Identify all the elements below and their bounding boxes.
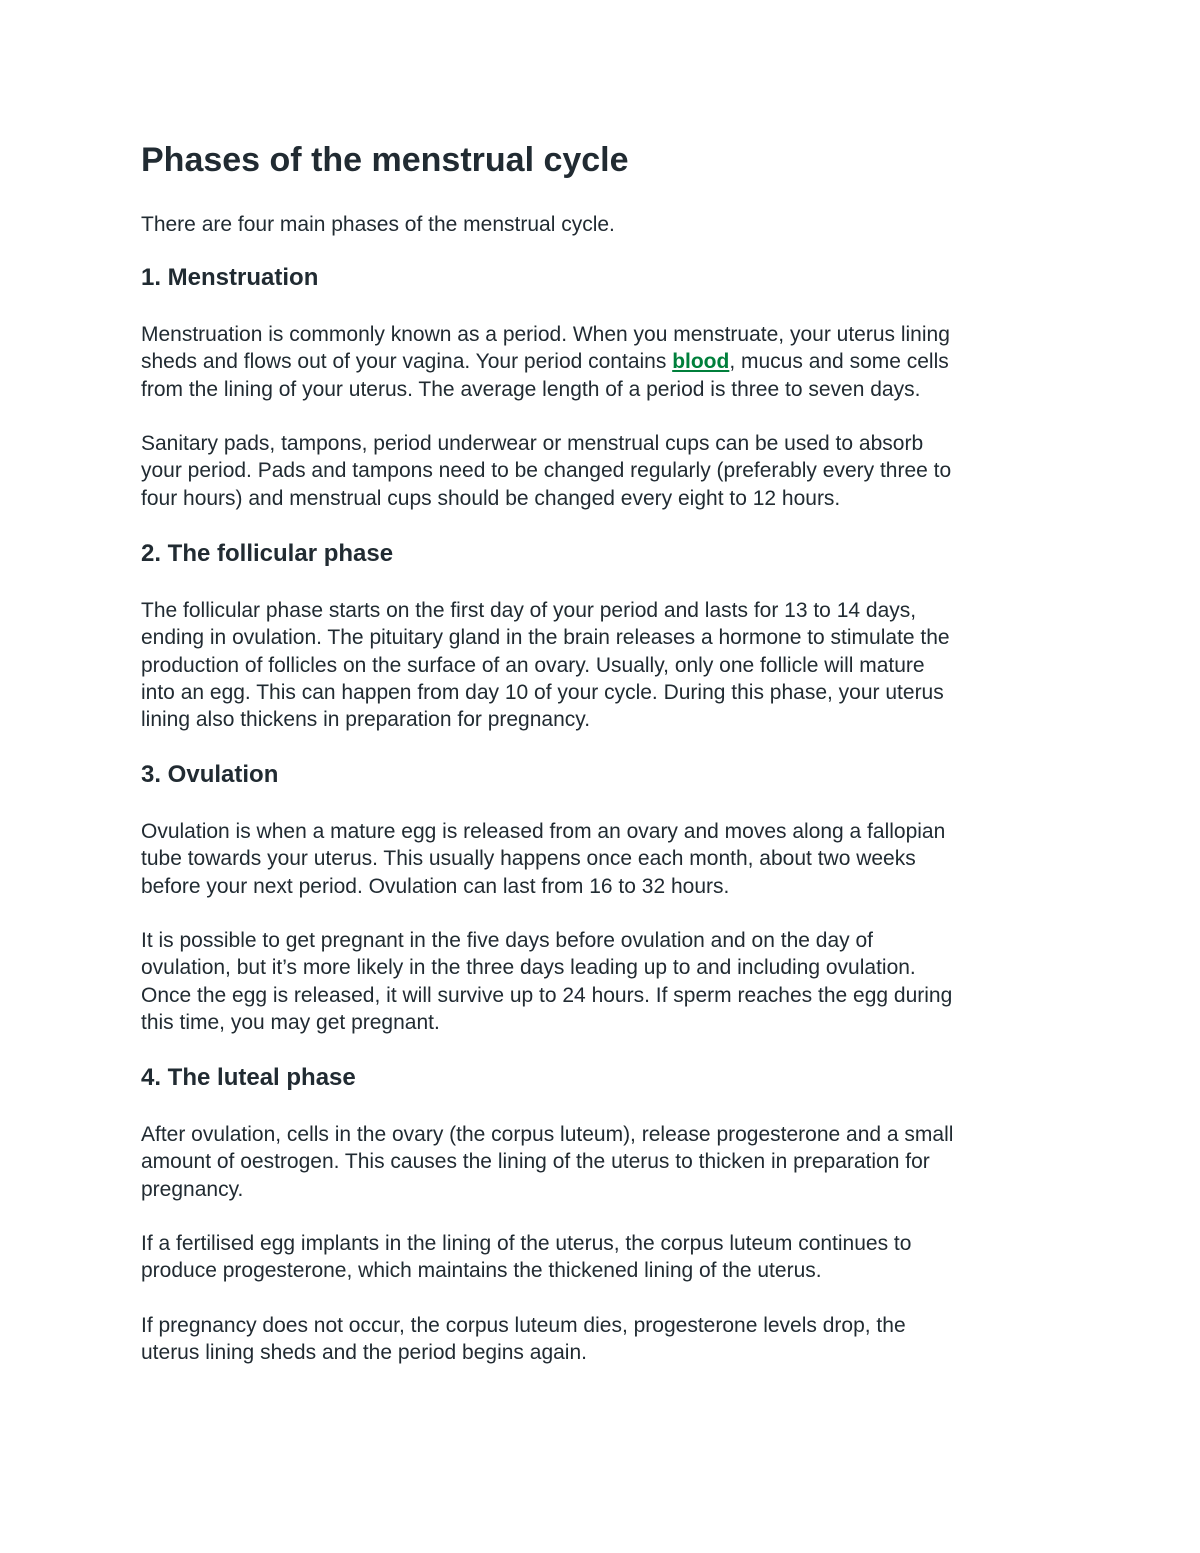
- section-heading-menstruation: 1. Menstruation: [141, 264, 319, 291]
- text-line: into an egg. This can happen from day 10 of your cycle. During this phase, your uterus: [141, 680, 944, 704]
- text-line: uterus lining sheds and the period begins again.: [141, 1341, 587, 1365]
- menstruation-paragraph-1: [141, 321, 1061, 403]
- luteal-paragraph-3: [141, 1312, 1061, 1367]
- text-line: Once the egg is released, it will survive up to 24 hours. If sperm reaches the egg during: [141, 983, 953, 1007]
- section-heading-ovulation: 3. Ovulation: [141, 761, 279, 788]
- text-line: from the lining of your uterus. The average length of a period is three to seven days.: [141, 377, 921, 401]
- section-heading-follicular-phase: 2. The follicular phase: [141, 540, 394, 567]
- text-line: four hours) and menstrual cups should be changed every eight to 12 hours.: [141, 486, 841, 510]
- text-line: your period. Pads and tampons need to be changed regularly (preferably every three to: [141, 459, 952, 483]
- text-line: production of follicles on the surface of an ovary. Usually, only one follicle will mature: [141, 653, 925, 677]
- menstruation-paragraph-2: [141, 430, 1061, 512]
- text-line: It is possible to get pregnant in the five days before ovulation and on the day of: [141, 929, 873, 952]
- text-line: Ovulation is when a mature egg is released from an ovary and moves along a fallopian: [141, 820, 946, 843]
- text-line: pregnancy.: [141, 1177, 244, 1201]
- text-line: this time, you may get pregnant.: [141, 1010, 440, 1034]
- text-line: amount of oestrogen. This causes the lining of the uterus to thicken in preparation for: [141, 1150, 930, 1174]
- ovulation-paragraph-2: [141, 927, 1061, 1036]
- text-line-with-link: [141, 348, 1061, 375]
- text-line: The follicular phase starts on the first day of your period and lasts for 13 to 14 days,: [141, 599, 917, 622]
- text-line: lining also thickens in preparation for pregnancy.: [141, 708, 591, 732]
- text-line: If a fertilised egg implants in the lining of the uterus, the corpus luteum continues to: [141, 1232, 912, 1255]
- text-line: ovulation, but it’s more likely in the three days leading up to and including ovulation.: [141, 956, 916, 980]
- text-line: If pregnancy does not occur, the corpus luteum dies, progesterone levels drop, the: [141, 1314, 906, 1337]
- follicular-paragraph-1: [141, 597, 1061, 733]
- luteal-paragraph-2: [141, 1230, 1061, 1285]
- text-fragment: , mucus and some cells: [729, 350, 949, 374]
- text-line: before your next period. Ovulation can last from 16 to 32 hours.: [141, 874, 730, 898]
- text-line: tube towards your uterus. This usually happens once each month, about two weeks: [141, 847, 916, 871]
- text-line: After ovulation, cells in the ovary (the corpus luteum), release progesterone and a small: [141, 1123, 954, 1146]
- text-line: Menstruation is commonly known as a period. When you menstruate, your uterus lining: [141, 323, 950, 346]
- intro-paragraph: [141, 211, 1061, 238]
- page-title: Phases of the menstrual cycle: [141, 141, 629, 179]
- intro-line: There are four main phases of the menstrual cycle.: [141, 213, 615, 236]
- blood-link[interactable]: blood: [672, 350, 730, 374]
- ovulation-paragraph-1: [141, 818, 1061, 900]
- text-line: Sanitary pads, tampons, period underwear or menstrual cups can be used to absorb: [141, 432, 924, 455]
- text-line: produce progesterone, which maintains the thickened lining of the uterus.: [141, 1259, 822, 1283]
- text-line: ending in ovulation. The pituitary gland in the brain releases a hormone to stimulate the: [141, 626, 950, 650]
- luteal-paragraph-1: [141, 1121, 1061, 1203]
- section-heading-luteal-phase: 4. The luteal phase: [141, 1064, 356, 1091]
- text-fragment: sheds and flows out of your vagina. Your period contains: [141, 350, 673, 374]
